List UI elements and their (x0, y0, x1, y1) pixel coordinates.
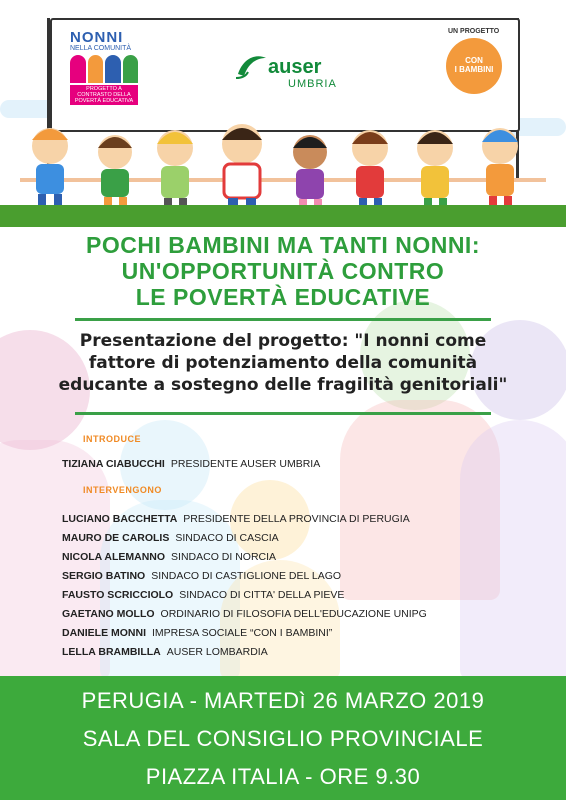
event-title-line3: LE POVERTÀ EDUCATIVE (135, 284, 431, 310)
bg-shape (460, 420, 566, 680)
auser-umbria-logo (230, 42, 350, 102)
speaker-name: MAURO DE CAROLIS (62, 532, 170, 544)
nonni-logo-figures (70, 55, 138, 83)
auser-swoosh-icon (234, 52, 270, 80)
event-details-footer (0, 676, 566, 800)
speaker-name: DANIELE MONNI (62, 627, 146, 639)
speaker-name: GAETANO MOLLO (62, 608, 155, 620)
speaker-role: PRESIDENTE AUSER UMBRIA (170, 458, 321, 470)
speaker-role: IMPRESA SOCIALE “CON I BAMBINI” (152, 627, 333, 639)
presentation-subtitle (40, 330, 526, 396)
nonni-logo-subtitle: NELLA COMUNITÀ (70, 45, 132, 52)
subtitle-line1: Presentazione del progetto: "I nonni come (79, 331, 487, 351)
speaker-role: PRESIDENTE DELLA PROVINCIA DI PERUGIA (183, 513, 410, 525)
nonni-logo-tagline: PROGETTO A CONTRASTO DELLA POVERTÀ EDUCATIVA (70, 85, 138, 105)
speaker-role: SINDACO DI NORCIA (171, 551, 277, 563)
subtitle-divider (75, 412, 491, 415)
speaker-name: FAUSTO SCRICCIOLO (62, 589, 174, 601)
event-title (20, 232, 546, 310)
speaker-row (62, 646, 268, 658)
speaker-name: TIZIANA CIABUCCHI (62, 458, 165, 470)
con-logo-name (446, 56, 502, 74)
event-title-line2: UN'OPPORTUNITÀ CONTRO (121, 258, 445, 284)
con-logo-name-line1: CON (465, 56, 483, 65)
speaker-name: SERGIO BATINO (62, 570, 146, 582)
speaker-row (62, 608, 427, 620)
speaker-row (62, 532, 279, 544)
con-i-bambini-logo (430, 28, 510, 108)
speaker-name: LUCIANO BACCHETTA (62, 513, 178, 525)
nonni-nella-comunita-logo (70, 30, 138, 110)
grass-strip (0, 205, 566, 227)
speaker-row (62, 589, 344, 601)
subtitle-line2: fattore di potenziamento della comunità (88, 353, 478, 373)
speaker-name: LELLA BRAMBILLA (62, 646, 161, 658)
intervengono-label: INTERVENGONO (83, 485, 162, 495)
speaker-row (62, 513, 410, 525)
con-logo-prefix: UN PROGETTO (448, 28, 500, 35)
event-title-line1: POCHI BAMBINI MA TANTI NONNI: (86, 232, 480, 258)
speaker-row (62, 551, 276, 563)
event-venue: SALA DEL CONSIGLIO PROVINCIALE (82, 726, 484, 751)
con-logo-name-line2: I BAMBINI (454, 65, 494, 74)
auser-name: auser (268, 56, 322, 78)
speaker-role: ORDINARIO DI FILOSOFIA DELL'EDUCAZIONE UNIPG (160, 608, 427, 620)
speaker-row (62, 570, 341, 582)
subtitle-line3: educante a sostegno delle fragilità genitoriali" (58, 375, 508, 395)
speaker-role: SINDACO DI CITTA' DELLA PIEVE (179, 589, 345, 601)
speaker-role: SINDACO DI CASCIA (175, 532, 279, 544)
speaker-row (62, 627, 332, 639)
speaker-role: AUSER LOMBARDIA (166, 646, 268, 658)
nonni-logo-title: NONNI (70, 29, 124, 46)
speaker-row (62, 458, 320, 470)
event-address-time: PIAZZA ITALIA - ORE 9.30 (145, 764, 421, 789)
speaker-name: NICOLA ALEMANNO (62, 551, 166, 563)
speaker-role: SINDACO DI CASTIGLIONE DEL LAGO (151, 570, 342, 582)
event-date: PERUGIA - MARTEDì 26 MARZO 2019 (81, 688, 485, 713)
auser-region: UMBRIA (288, 78, 337, 90)
introduce-label: INTRODUCE (83, 434, 141, 444)
title-divider (75, 318, 491, 321)
